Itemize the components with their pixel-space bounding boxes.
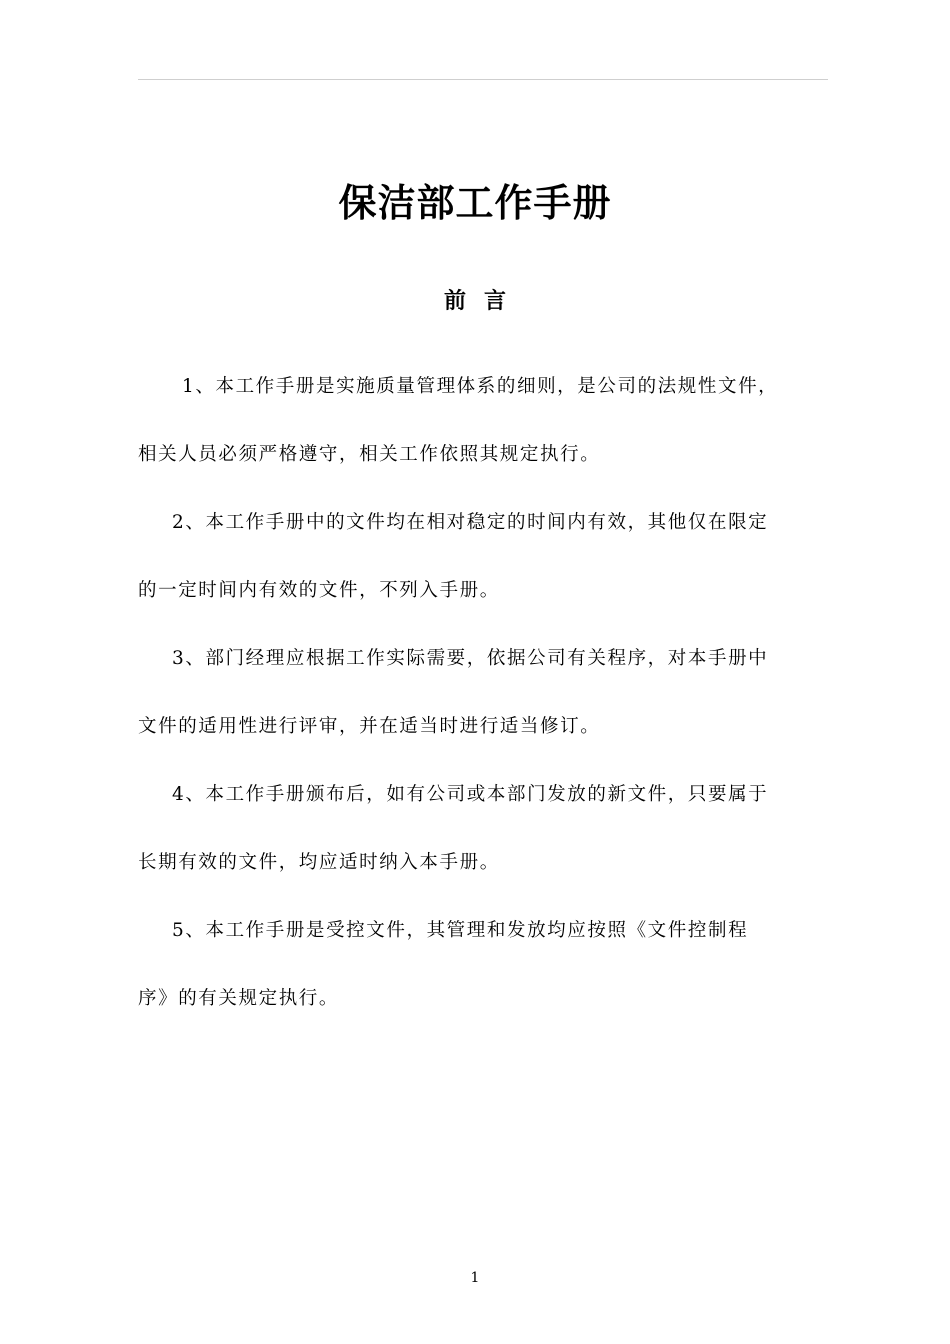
paragraph-3 <box>138 625 832 761</box>
paragraph-line: 文件的适用性进行评审，并在适当时进行适当修订。 <box>138 716 601 737</box>
paragraph-line: 5、本工作手册是受控文件，其管理和发放均应按照《文件控制程 <box>172 920 749 941</box>
paragraph-2 <box>138 489 832 625</box>
paragraph-line: 3、部门经理应根据工作实际需要，依据公司有关程序，对本手册中 <box>172 648 769 669</box>
header-rule <box>138 79 828 80</box>
paragraph-line: 相关人员必须严格遵守，相关工作依照其规定执行。 <box>138 444 601 465</box>
paragraph-5 <box>138 897 832 1033</box>
paragraph-line: 1、本工作手册是实施质量管理体系的细则，是公司的法规性文件， <box>182 376 779 397</box>
paragraph-1 <box>138 353 832 489</box>
page-number: 1 <box>470 1270 480 1286</box>
section-title: 前言 <box>443 288 524 314</box>
document-body <box>138 353 832 1033</box>
paragraph-line: 序》的有关规定执行。 <box>138 988 340 1009</box>
document-title: 保洁部工作手册 <box>338 180 612 225</box>
paragraph-line: 长期有效的文件，均应适时纳入本手册。 <box>138 852 500 873</box>
paragraph-line: 的一定时间内有效的文件，不列入手册。 <box>138 580 500 601</box>
paragraph-4 <box>138 761 832 897</box>
paragraph-line: 2、本工作手册中的文件均在相对稳定的时间内有效，其他仅在限定 <box>172 512 769 533</box>
paragraph-line: 4、本工作手册颁布后，如有公司或本部门发放的新文件，只要属于 <box>172 784 769 805</box>
